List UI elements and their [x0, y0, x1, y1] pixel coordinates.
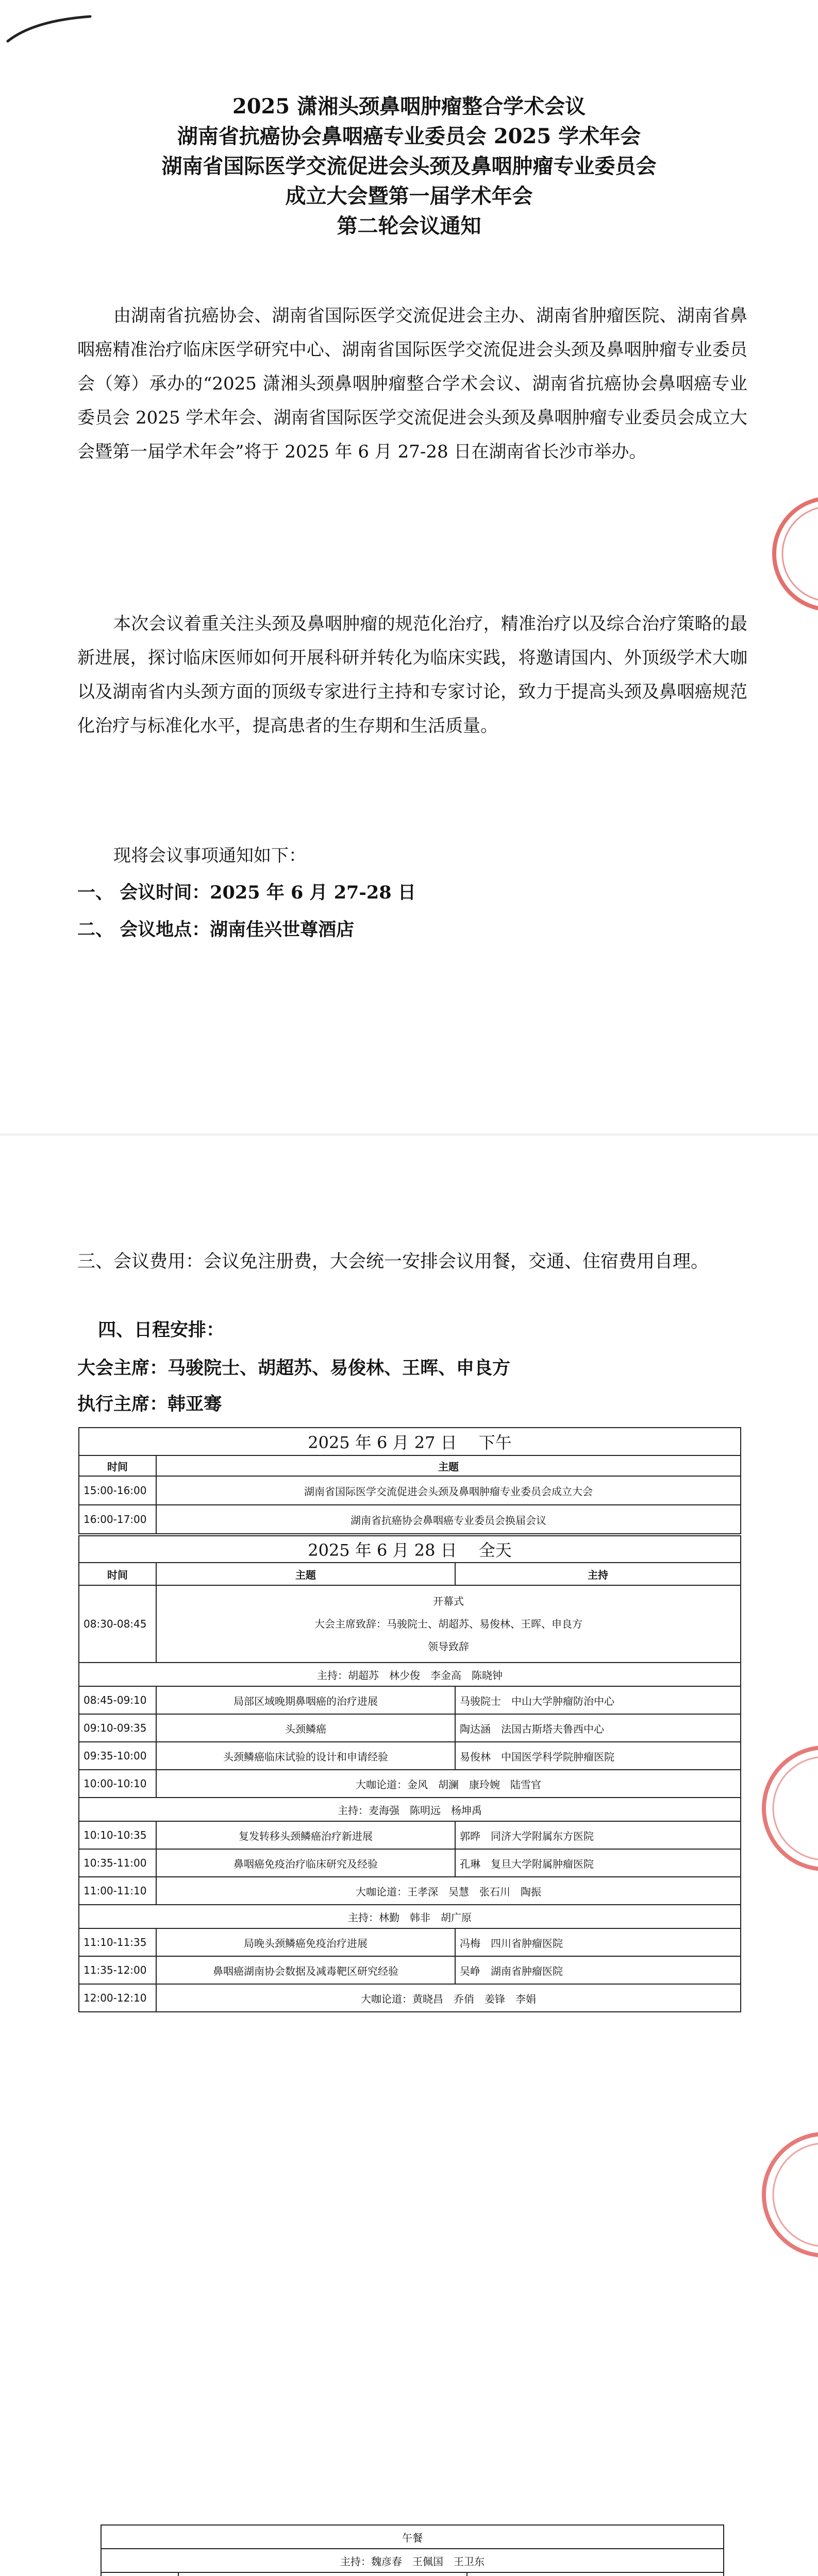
day2-col-topic: 主题 [156, 1563, 455, 1585]
day2-time: 11:10-11:35 [79, 1928, 156, 1956]
day2-time: 10:00-10:10 [79, 1770, 156, 1798]
day2-session-host: 主持：胡超苏 林少俊 李金高 陈晓钟 [79, 1663, 741, 1686]
day2-row [79, 1928, 741, 1956]
day2-row [79, 1905, 741, 1928]
meeting-fees: 三、会议费用：会议免注册费，大会统一安排会议用餐，交通、住宿费用自理。 [77, 1251, 709, 1272]
day2-session-host: 主持：林勤 韩非 胡广原 [79, 1905, 741, 1928]
day2-speaker: 郭晔 同济大学附属东方医院 [455, 1821, 741, 1849]
day2-speaker: 孔琳 复旦大学附属肿瘤医院 [455, 1849, 741, 1877]
day2-speaker: 易俊林 中国医学科学院肿瘤医院 [455, 1742, 741, 1770]
meeting-time: 一、 会议时间：2025 年 6 月 27-28 日 [77, 882, 416, 903]
opening-title: 开幕式 [433, 1595, 464, 1607]
day2-row [79, 1984, 741, 2012]
opening-ceremony-cell [156, 1585, 741, 1663]
day2-col-host: 主持 [455, 1563, 741, 1585]
day2-row [79, 1686, 741, 1714]
edge-stamp-3 [758, 2128, 818, 2262]
schedule-table-day2 [78, 1535, 741, 2012]
day2-speaker: 冯梅 四川省肿瘤医院 [455, 1928, 741, 1956]
day2-row [79, 1770, 741, 1798]
day2-time: 10:35-11:00 [79, 1849, 156, 1877]
day1-date-header: 2025 年 6 月 27 日 下午 [79, 1428, 741, 1455]
congress-chairs: 大会主席：马骏院士、胡超苏、易俊林、王晖、申良方 [77, 1358, 511, 1379]
day2-speaker: 吴峥 湖南省肿瘤医院 [455, 1956, 741, 1984]
title-line-5: 第二轮会议通知 [337, 214, 481, 238]
day2-col-time: 时间 [79, 1563, 156, 1585]
title-line-1: 2025 潇湘头颈鼻咽肿瘤整合学术会议 [232, 94, 586, 118]
pm-speaker [467, 2572, 724, 2576]
day2-row [79, 1663, 741, 1686]
pm-row [101, 2549, 724, 2572]
day2-topic: 头颈鳞癌 [156, 1714, 455, 1742]
opening-time: 08:30-08:45 [79, 1585, 156, 1663]
day2-topic: 鼻咽癌免疫治疗临床研究及经验 [156, 1849, 455, 1877]
intro-paragraph-2: 本次会议着重关注头颈及鼻咽肿瘤的规范化治疗，精准治疗以及综合治疗策略的最新进展，探讨临床医师如何开展科研并转化为临床实践，将邀请国内、外顶级学术大咖以及湖南省内头颈方面的顶级专家进行主持和专家讨论，致力于提高头颈及鼻咽癌规范化治疗与标准化水平，提高患者的生存期和生活质量。 [77, 614, 747, 736]
day2-speaker: 陶达涵 法国古斯塔夫鲁西中心 [455, 1714, 741, 1742]
day2-row [79, 1849, 741, 1877]
pen-stroke-mark [3, 10, 95, 46]
opening-chairs: 大会主席致辞：马骏院士、胡超苏、易俊林、王晖、申良方 [314, 1618, 582, 1630]
day2-topic: 局晚头颈鳞癌免疫治疗进展 [156, 1928, 455, 1956]
day2-panel-discussion: 大咖论道：王孝深 吴慧 张石川 陶振 [156, 1877, 741, 1905]
edge-stamp-2 [758, 1741, 818, 1875]
day2-row [79, 1956, 741, 1984]
intro-paragraph-3: 现将会议事项通知如下： [113, 845, 306, 866]
day2-row [79, 1821, 741, 1849]
day1-row-topic: 湖南省国际医学交流促进会头颈及鼻咽肿瘤专业委员会成立大会 [156, 1476, 741, 1505]
day2-panel-discussion: 大咖论道：黄晓昌 乔俏 姜锋 李娟 [156, 1984, 741, 2012]
meeting-venue: 二、 会议地点：湖南佳兴世尊酒店 [77, 919, 355, 940]
day2-time: 12:00-12:10 [79, 1984, 156, 2012]
edge-stamp-1 [768, 495, 818, 613]
intro-paragraph-1: 由湖南省抗癌协会、湖南省国际医学交流促进会主办、湖南省肿瘤医院、湖南省鼻咽癌精准治疗临床医学研究中心、湖南省国际医学交流促进会头颈及鼻咽肿瘤专业委员会（筹）承办的“2025 潇湘头颈鼻咽肿瘤整合学术会议、湖南省抗癌协会鼻咽癌专业委员会 2025 学术年会、湖南省国际医学交流促进会头颈及鼻咽肿瘤专业委员会成立大会暨第一届学术年会”将于 2025 年 6 月 27-28 日在湖南省长沙市举办。 [77, 306, 747, 462]
day2-time: 09:10-09:35 [79, 1714, 156, 1742]
day2-row [79, 1742, 741, 1770]
day2-row [79, 1714, 741, 1742]
day1-col-topic: 主题 [156, 1455, 741, 1476]
day2-time: 11:35-12:00 [79, 1956, 156, 1984]
pm-session-host: 主持：魏彦春 王佩国 王卫东 [101, 2549, 724, 2572]
day2-time: 09:35-10:00 [79, 1742, 156, 1770]
day2-panel-discussion: 大咖论道：金风 胡澜 康玲婉 陆雪官 [156, 1770, 741, 1798]
page-divider [0, 1133, 818, 1136]
day2-speaker: 马骏院士 中山大学肿瘤防治中心 [455, 1686, 741, 1714]
pm-topic [178, 2572, 467, 2576]
day1-row-time: 15:00-16:00 [79, 1476, 156, 1505]
title-line-4: 成立大会暨第一届学术年会 [285, 184, 533, 208]
day2-topic: 头颈鳞癌临床试验的设计和申请经验 [156, 1742, 455, 1770]
day2-row [79, 1798, 741, 1821]
agenda-heading: 四、日程安排： [98, 1319, 225, 1341]
title-line-2: 湖南省抗癌协会鼻咽癌专业委员会 2025 学术年会 [177, 124, 641, 148]
schedule-table-afternoon [101, 2524, 724, 2576]
schedule-table-day1 [78, 1427, 741, 1534]
day2-time: 08:45-09:10 [79, 1686, 156, 1714]
day2-row [79, 1877, 741, 1905]
day1-row-topic: 湖南省抗癌协会鼻咽癌专业委员会换届会议 [156, 1505, 741, 1534]
day1-col-time: 时间 [79, 1455, 156, 1476]
day2-time: 11:00-11:10 [79, 1877, 156, 1905]
pm-row [101, 2572, 724, 2576]
day2-topic: 鼻咽癌湖南协会数据及减毒靶区研究经验 [156, 1956, 455, 1984]
day1-row-time: 16:00-17:00 [79, 1505, 156, 1534]
day2-time: 10:10-10:35 [79, 1821, 156, 1849]
opening-leaders: 领导致辞 [428, 1640, 469, 1653]
executive-chair: 执行主席：韩亚骞 [77, 1394, 222, 1415]
day2-topic: 局部区域晚期鼻咽癌的治疗进展 [156, 1686, 455, 1714]
day2-date-header: 2025 年 6 月 28 日 全天 [79, 1536, 741, 1563]
pm-time [101, 2572, 178, 2576]
day2-session-host: 主持：麦海强 陈明远 杨坤禹 [79, 1798, 741, 1821]
day2-topic: 复发转移头颈鳞癌治疗新进展 [156, 1821, 455, 1849]
lunch-header: 午餐 [101, 2525, 724, 2549]
title-line-3: 湖南省国际医学交流促进会头颈及鼻咽肿瘤专业委员会 [161, 154, 657, 178]
